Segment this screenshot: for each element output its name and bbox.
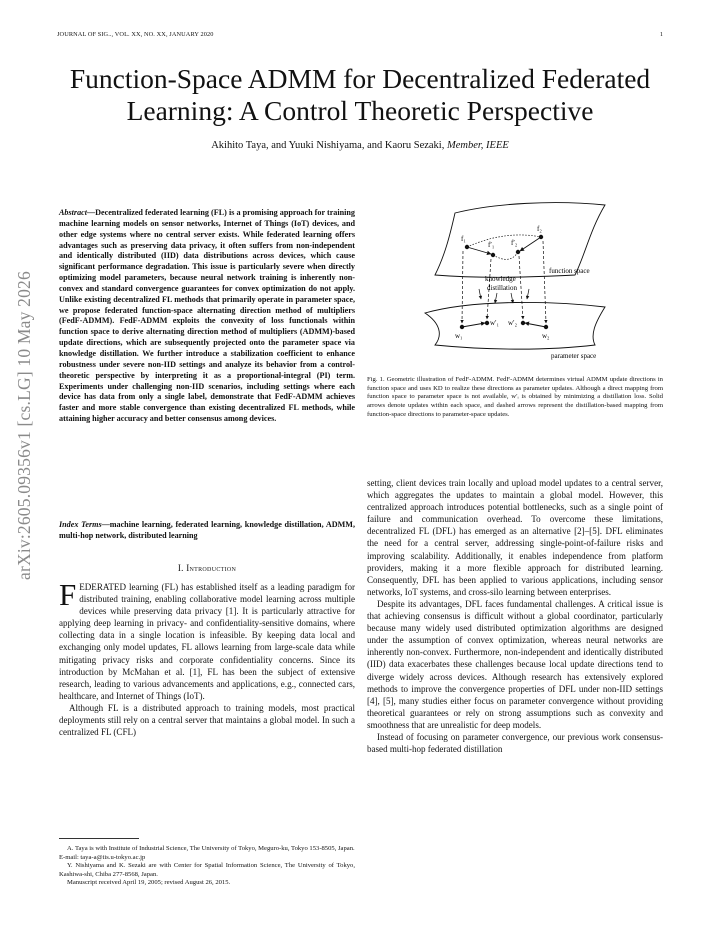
point-w2p — [521, 321, 525, 325]
label-f2: f₂ — [537, 225, 542, 233]
abstract — [59, 208, 355, 425]
intro-p1-text: EDERATED learning (FL) has established itself as a leading paradigm for distributed training, enabling collaborative model learning across multiple devices while preserving data privacy [1]. It is particularly attractive for applying deep learning in privacy- and confidentiality-sensitive domains, where collecting data in a single location is infeasible. By keeping data local and exchanging only model updates, FL allows learning from large-scale data while mitigating privacy risks and corporate confidentiality concerns. Since its introduction by McMahan et al. [1], FL has been the subject of extensive research, leading to various advancements and applications, e.g., connected cars, healthcare, and Internet of Things (IoT). — [59, 582, 355, 701]
paper-title — [40, 63, 680, 127]
dashed-f2-w2 — [543, 241, 546, 323]
label-kd-2: distillation — [487, 284, 517, 292]
author-membership: Member, IEEE — [446, 140, 509, 151]
footnote-email: E-mail: taya-a@iis.u-tokyo.ac.jp — [59, 853, 146, 861]
label-parameter-space: parameter space — [551, 352, 597, 360]
label-f1: f₁ — [461, 235, 466, 243]
right-paragraph-1: setting, client devices train locally and upload model updates to a central server, which aggregates the updates to maintain a global model. However, this centralized approach introduces potential bottlenecks, such as a single point of failure and communication overhead. To overcome these limitations, decentralized FL (DFL) has emerged as an alternative [2]–[5]. DFL eliminates the need for a central server, addressing single-point-of-failure risks and improving scalability. Additionally, it enables independence from platform providers, making it a more flexible approach for distributed learning. Consequently, DFL has been applied to various applications, including sensor networks, IoT systems, and cross-silo learning between enterprises. — [367, 478, 663, 597]
dotted-consensus — [467, 235, 541, 247]
arrow-w2 — [525, 323, 546, 327]
page-number: 1 — [659, 31, 663, 38]
footnote-rule — [59, 838, 139, 839]
label-w2p: w′₂ — [508, 319, 518, 327]
label-w2: w₂ — [542, 332, 550, 340]
figure-caption: Fig. 1. Geometric illustration of FedF-ADMM. FedF-ADMM determines virtual ADMM update directions in function space and uses KD to realize these directions as parameter updates. Although a direct mapping from function space to parameter space is not available, w′ᵢ is obtained by minimizing a distillation loss. Solid arrows denote updates within each space, and dashed arrows represent the distillation-based mapping from function-space directions to parameter-space updates. — [367, 376, 663, 418]
kd-arrow-1 — [479, 289, 481, 299]
intro-paragraph-1 — [59, 577, 355, 702]
right-paragraph-3: Instead of focusing on parameter convergence, our previous work consensus-based multi-hop federated distillation — [367, 731, 663, 755]
arrow-f2 — [520, 237, 541, 251]
introduction-text — [59, 577, 355, 738]
label-kd-1: knowledge — [485, 275, 516, 283]
index-terms-text: —machine learning, federated learning, knowledge distillation, ADMM, multi-hop network, distributed learning — [59, 520, 355, 540]
index-terms-lead: Index Terms — [59, 520, 102, 529]
dashed-f1-w1 — [462, 251, 463, 323]
drop-cap: F — [59, 577, 77, 612]
label-f1p: f′₁ — [488, 241, 495, 249]
label-w1: w₁ — [455, 332, 463, 340]
figure-diagram — [415, 195, 625, 365]
abstract-lead: Abstract — [59, 208, 87, 217]
footnotes — [59, 845, 355, 888]
footnote-affiliation-1: A. Taya is with Institute of Industrial Science, The University of Tokyo, Meguro-ku, Tokyo 153-8505, Japan. — [67, 845, 355, 852]
author-list — [40, 140, 680, 151]
footnote-affiliation-2: Y. Nishiyama and K. Sezaki are with Center for Spatial Information Science, The University of Tokyo, Kashiwa-shi, Chiba 277-8568, Japan. — [59, 862, 355, 878]
arxiv-stamp: arXiv:2605.09356v1 [cs.LG] 10 May 2026 — [14, 271, 34, 580]
point-w1p — [485, 321, 489, 325]
section-heading: I. Introduction — [177, 563, 237, 573]
intro-paragraph-2: Although FL is a distributed approach to training models, most practical deployments still rely on a central server that maintains a global model. In such a centralized FL (CFL) — [59, 702, 355, 738]
footnote-manuscript: Manuscript received April 19, 2005; revised August 26, 2015. — [67, 879, 231, 887]
index-terms — [59, 520, 355, 542]
right-paragraph-2: Despite its advantages, DFL faces fundamental challenges. A critical issue is that achieving consensus is difficult without a global coordinator, particularly because many widely used distributed optimization algorithms are designed under the assumption of convex optimization, whereas neural networks are inherently non-convex. Furthermore, non-independent and identically distributed (IID) data exacerbates these challenges because local update directions tend to diverge widely across devices. Although research has extensively explored methods to improve the convergence properties of DFL under non-IID settings [4], [5], many studies either focus on parameter convergence without providing theoretical guarantees or rely on strong assumptions such as convexity and smoothness that are unrealistic for deep models. — [367, 598, 663, 730]
label-w1p: w′₁ — [490, 319, 500, 327]
kd-arrow-2 — [495, 293, 497, 303]
authors: Akihito Taya, and Yuuki Nishiyama, and Kaoru Sezaki, — [211, 140, 445, 151]
dashed-f2p-w2p — [519, 256, 523, 319]
kd-arrow-4 — [527, 289, 529, 299]
arrow-w1 — [462, 323, 485, 327]
title-line-2: Learning: A Control Theoretic Perspective — [126, 95, 594, 126]
label-function-space: function space — [549, 267, 590, 275]
right-column-text — [367, 477, 663, 755]
abstract-text: —Decentralized federated learning (FL) is a promising approach for training machine learning models on sensor networks, Internet of Things (IoT) devices, and other edge systems where no central server exists. While federated learning offers advantages such as preserving data privacy, it often suffers from non-independent and identically distributed (IID) data distributions across devices, which cause significant performance degradation. This issue is particularly severe when directly optimizing model parameters, because neural network training is inherently non-convex and standard convergence guarantees for convex optimization do not apply. Unlike existing decentralized FL methods that primarily operate in parameter space, we propose federated function-space alternating direction method of multipliers (FedF-ADMM). FedF-ADMM exploits the convexity of loss functionals within function space to derive alternating direction method of multipliers (ADMM)-based update directions, which are subsequently projected onto the parameter space via knowledge distillation. We further introduce a stabilization coefficient to enhance robustness under severe non-IID settings and analyze its behavior from a control-theoretic perspective by interpreting it as a proportional-integral (PI) term. Experiments under challenging non-IID scenarios, including settings where each device has data from only a single label, demonstrate that FedF-ADMM achieves faster and more stable convergence than existing decentralized FL methods, while attaining higher accuracy and better consensus among devices. — [59, 208, 355, 424]
dotted-consensus-2 — [493, 252, 518, 259]
label-f2p: f′₂ — [511, 239, 518, 247]
kd-arrow-3 — [511, 293, 513, 303]
title-line-1: Function-Space ADMM for Decentralized Federated — [69, 63, 651, 94]
running-head: JOURNAL OF SIG.., VOL. XX, NO. XX, JANUARY 2020 — [57, 31, 214, 38]
